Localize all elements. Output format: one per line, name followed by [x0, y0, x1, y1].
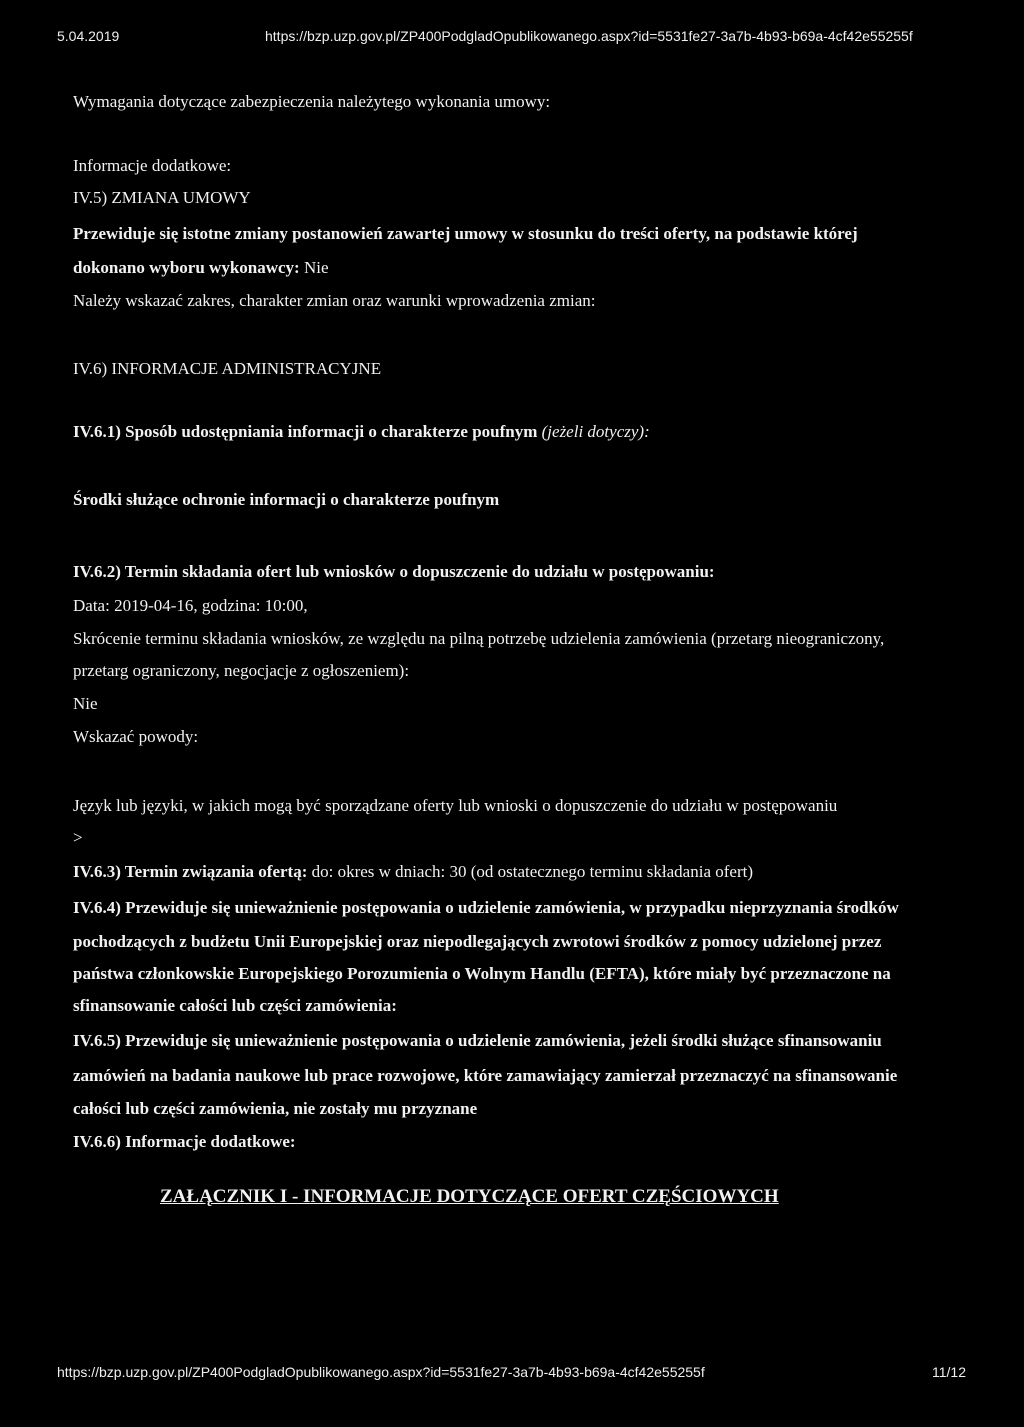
iv62-language-value: > — [73, 828, 83, 847]
iv61-means: Środki służące ochronie informacji o charakterze poufnym — [73, 490, 500, 509]
iv64-line4: sfinansowanie całości lub części zamówienia: — [73, 996, 397, 1015]
iv5-question-line1: Przewiduje się istotne zmiany postanowień zawartej umowy w stosunku do treści oferty, na podstawie której — [73, 224, 858, 243]
iv62-reasons-label: Wskazać powody: — [73, 727, 199, 746]
additional-info-label: Informacje dodatkowe: — [73, 156, 232, 175]
iv63-value: do: okres w dniach: 30 (od ostatecznego terminu składania ofert) — [311, 862, 753, 881]
security-requirements: Wymagania dotyczące zabezpieczenia należytego wykonania umowy: — [73, 92, 551, 111]
iv64-line2: pochodzących z budżetu Unii Europejskiej oraz niepodlegających zwrotowi środków z pomocy udzielonej przez — [73, 932, 882, 951]
iv63-row — [73, 862, 753, 882]
iv62-date: Data: 2019-04-16, godzina: 10:00, — [73, 596, 308, 615]
print-date: 5.04.2019 — [57, 28, 120, 44]
iv61-note: (jeżeli dotyczy): — [541, 422, 650, 441]
iv62-shortening-line2: przetarg ograniczony, negocjacje z ogłoszeniem): — [73, 661, 410, 680]
iv5-question-line2 — [73, 258, 329, 278]
iv64-line3: państwa członkowskie Europejskiego Porozumienia o Wolnym Handlu (EFTA), które miały być przeznaczone na — [73, 964, 891, 983]
iv5-question-line2-text: dokonano wyboru wykonawcy: — [73, 258, 300, 277]
section-iv5-heading: IV.5) ZMIANA UMOWY — [73, 188, 251, 207]
iv62-language-label: Język lub języki, w jakich mogą być sporządzane oferty lub wnioski o dopuszczenie do udziału w postępowaniu — [73, 796, 838, 815]
iv66-label: IV.6.6) Informacje dodatkowe: — [73, 1132, 296, 1151]
iv65-line3: całości lub części zamówienia, nie zostały mu przyznane — [73, 1099, 478, 1118]
iv65-line2: zamówień na badania naukowe lub prace rozwojowe, które zamawiający zamierzał przeznaczyć na sfinansowanie — [73, 1066, 898, 1085]
iv63-label: IV.6.3) Termin związania ofertą: — [73, 862, 308, 881]
iv64-line1: IV.6.4) Przewiduje się unieważnienie postępowania o udzielenie zamówienia, w przypadku nieprzyznania środków — [73, 898, 899, 917]
attachment-title: ZAŁĄCZNIK I - INFORMACJE DOTYCZĄCE OFERT CZĘŚCIOWYCH — [160, 1186, 779, 1207]
print-url-header[interactable]: https://bzp.uzp.gov.pl/ZP400PodgladOpublikowanego.aspx?id=5531fe27-3a7b-4b93-b69a-4cf42e55255f — [265, 28, 913, 44]
section-iv6-heading: IV.6) INFORMACJE ADMINISTRACYJNE — [73, 359, 382, 378]
page-number: 11/12 — [932, 1364, 966, 1380]
iv61-row — [73, 422, 650, 442]
iv65-line1: IV.6.5) Przewiduje się unieważnienie postępowania o udzielenie zamówienia, jeżeli środki służące sfinansowaniu — [73, 1031, 882, 1050]
iv62-shortening-line1: Skrócenie terminu składania wniosków, ze względu na pilną potrzebę udzielenia zamówienia (przetarg nieograniczony, — [73, 629, 885, 648]
print-url-footer[interactable]: https://bzp.uzp.gov.pl/ZP400PodgladOpublikowanego.aspx?id=5531fe27-3a7b-4b93-b69a-4cf42e55255f — [57, 1364, 705, 1380]
iv61-label: IV.6.1) Sposób udostępniania informacji o charakterze poufnym — [73, 422, 538, 441]
iv5-scope-label: Należy wskazać zakres, charakter zmian oraz warunki wprowadzenia zmian: — [73, 291, 596, 310]
iv5-answer: Nie — [303, 258, 329, 277]
iv62-shortening-answer: Nie — [73, 694, 98, 713]
iv62-label: IV.6.2) Termin składania ofert lub wniosków o dopuszczenie do udziału w postępowaniu: — [73, 562, 715, 581]
